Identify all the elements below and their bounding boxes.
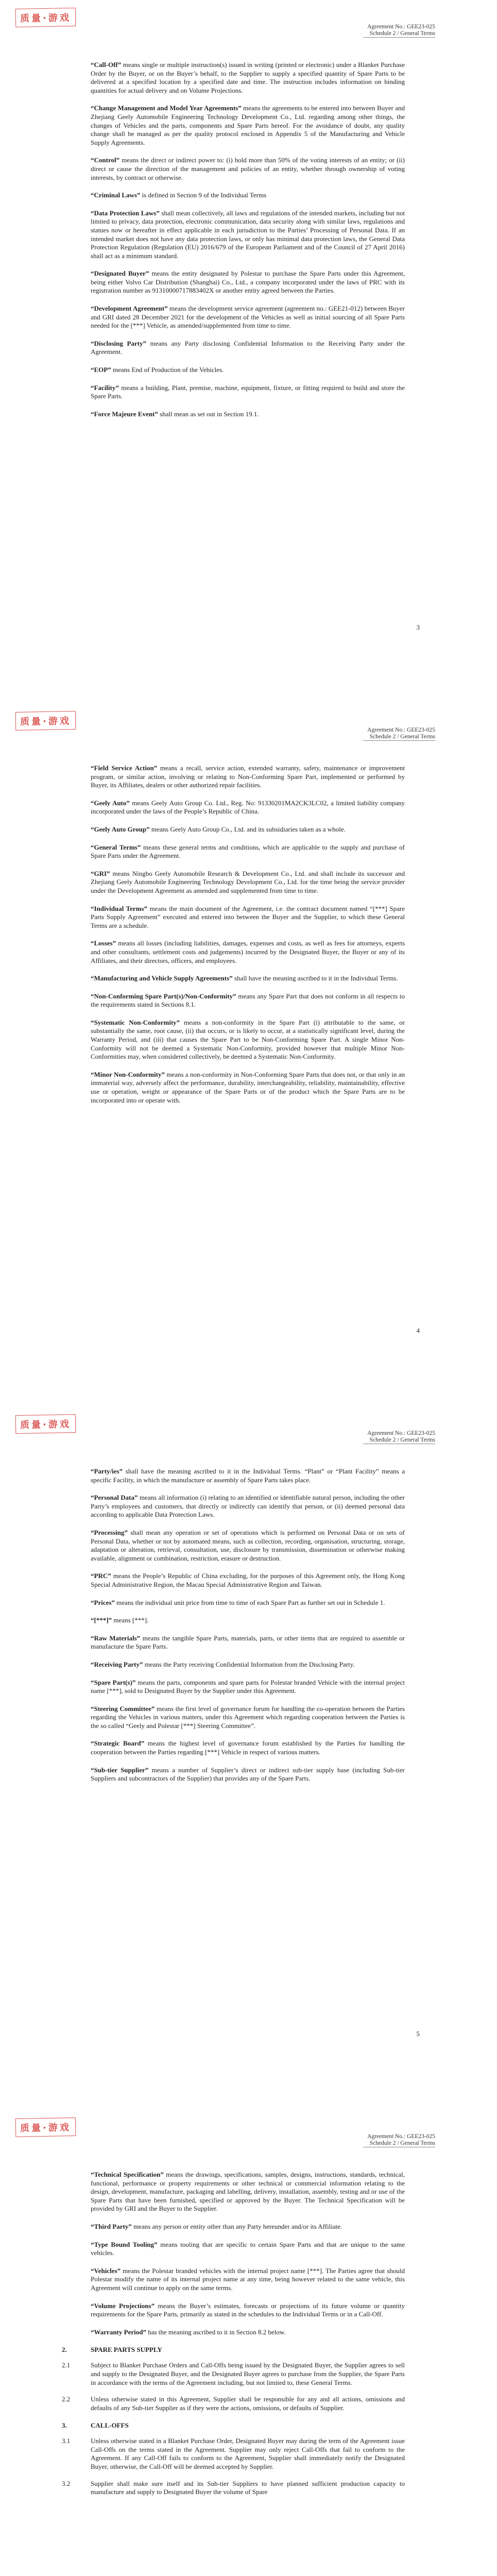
defined-term: “Geely Auto Group” [91, 825, 150, 833]
definition-paragraph [91, 104, 405, 147]
definition-text: shall have the meaning ascribed to it in the Individual Terms. “Plant” or “Plant Facility” means a specific Facility, in which the manufacture or assembly of Spare Parts takes place. [91, 1467, 405, 1484]
clause-number: 2.1 [62, 2361, 71, 2369]
defined-term: “Type Bound Tooling” [91, 2240, 158, 2248]
defined-term: “Personal Data” [91, 1494, 138, 1502]
section-title: SPARE PARTS SUPPLY [91, 2346, 162, 2354]
defined-term: “Strategic Board” [91, 1739, 145, 1748]
definition-paragraph [91, 1739, 405, 1756]
definition-paragraph [91, 2328, 405, 2337]
defined-term: “Change Management and Model Year Agreements” [91, 104, 242, 112]
defined-term: “Warranty Period” [91, 2328, 146, 2336]
page-header [363, 727, 435, 741]
defined-term: “Criminal Laws” [91, 191, 141, 199]
defined-term: “Sub-tier Supplier” [91, 1766, 149, 1774]
page-content [91, 764, 405, 1114]
definition-paragraph [91, 939, 405, 965]
definition-paragraph [91, 1616, 405, 1625]
watermark-stamp: 质量·游戏 [15, 2117, 76, 2137]
defined-term: “Steering Committee” [91, 1704, 155, 1713]
defined-term: “Losses” [91, 939, 116, 947]
definition-text: means the highest level of governance forum established by the Parties for handling the cooperation between the Parties regarding [***] Vehicle in respect of various matters. [91, 1739, 405, 1756]
definition-paragraph [91, 1766, 405, 1783]
schedule-label: Schedule 2 / General Terms [363, 734, 435, 741]
defined-term: “Force Majeure Event” [91, 410, 158, 418]
definition-paragraph [91, 1660, 405, 1669]
agreement-number: Agreement No.: GEE23-025 [367, 2133, 435, 2140]
definition-text: shall mean collectively, all laws and regulations of the intended markets, including but not limited to privacy, data protection, electronic communication, data security along with similar laws, regulations and statues now or hereafter in effect applicable in each jurisdiction to the Parties’ Processing of Personal Data. If an intended market does not have any data protection laws, or only has minimal data protection laws, the General Data Protection Regulation (Regulation (EU) 2016/679 of the European Parliament and of the Council of 27 April 2016) shall act as a minimum standard. [91, 209, 405, 260]
definition-paragraph [91, 1599, 405, 1607]
agreement-number: Agreement No.: GEE23-025 [367, 1430, 435, 1436]
page-header [363, 2133, 435, 2147]
defined-term: “Call-Off” [91, 61, 122, 69]
definition-text: means Ningbo Geely Automobile Research & Development Co., Ltd. and shall include its successor and Zhejiang Geely Automobile Engineering Technology Development Co., Ltd. for the time being the service provider under the Development Agreement as amended and supplemented from time to time. [91, 869, 405, 894]
page-number: 5 [416, 2030, 420, 2038]
definition-paragraph [91, 61, 405, 95]
definition-paragraph [91, 992, 405, 1009]
definition-paragraph [91, 384, 405, 401]
defined-term: “Designated Buyer” [91, 269, 149, 278]
definition-text: means the individual unit price from time to time of each Spare Part as further set out in Schedule 1. [114, 1598, 385, 1606]
defined-term: “[***]” [91, 1616, 112, 1624]
page-number: 3 [416, 623, 420, 631]
defined-term: “Minor Non-Conformity” [91, 1070, 165, 1078]
definition-text: means a building, Plant, premise, machine, equipment, fixture, or fitting required to build and store the Spare Parts. [91, 383, 405, 400]
defined-term: “Systematic Non-Conformity” [91, 1018, 180, 1026]
page-header [363, 24, 435, 38]
defined-term: “Individual Terms” [91, 904, 148, 912]
defined-term: “Processing” [91, 1528, 128, 1536]
clause-text: Supplier shall make sure itself and its Sub-tier Suppliers to have planned sufficient production capacity to manufacture and supply to Designated Buyer the volume of Spare [91, 2479, 405, 2496]
definition-text: means single or multiple instruction(s) issued in writing (printed or electronic) under a Blanket Purchase Order by the Buyer, or on the Buyer’s behalf, to the Supplier to supply a specified quantity of Spare Parts to be delivered at a specified location by a specified date and time. The instruction includes information on binding quantities for actual delivery and on Volume Projections. [91, 61, 405, 94]
definition-paragraph [91, 825, 405, 834]
definition-paragraph [91, 799, 405, 816]
definition-paragraph [91, 1071, 405, 1105]
defined-term: “Vehicles” [91, 2266, 121, 2275]
defined-term: “Non-Conforming Spare Part(s)/Non-Conformity” [91, 992, 236, 1000]
defined-term: “Facility” [91, 383, 119, 392]
agreement-number: Agreement No.: GEE23-025 [367, 24, 435, 30]
definition-paragraph [91, 2302, 405, 2319]
section-title: CALL-OFFS [91, 2421, 129, 2430]
definition-text: means the Party receiving Confidential Information from the Disclosing Party. [143, 1660, 355, 1668]
definition-paragraph [91, 1494, 405, 1519]
clause-number: 3.1 [62, 2437, 71, 2445]
definition-text: means a non-conformity in the Spare Part (i) attributable to the same, or substantially the same, root cause, (ii) that occurs, or is likely to occur, at a statistically significant level, during the Warranty Period, and (iii) that causes the Spare Part to be Non-Conforming Spare Part. A single Minor Non-Conformity will not be deemed a Systematic Non-Conformity, provided however that multiple Minor Non-Conformities may, when considered collectively, be deemed a Systematic Non-Conformity. [91, 1018, 405, 1061]
definition-text: means [***]. [112, 1616, 149, 1624]
definition-paragraph [91, 2267, 405, 2293]
definition-paragraph [91, 905, 405, 930]
section-heading [62, 2346, 405, 2354]
definition-text: means the tangible Spare Parts, materials, parts, or other items that are required to assemble or manufacture the Spare Parts. [91, 1634, 405, 1651]
defined-term: “Third Party” [91, 2222, 132, 2230]
defined-term: “PRC” [91, 1572, 111, 1580]
definition-text: shall mean as set out in Section 19.1. [158, 410, 259, 418]
definition-text: means End of Production of the Vehicles. [111, 366, 224, 374]
definition-paragraph [91, 1467, 405, 1484]
agreement-number: Agreement No.: GEE23-025 [367, 727, 435, 733]
definition-paragraph [91, 2223, 405, 2231]
definition-text: means all losses (including liabilities, damages, expenses and costs, as well as fees for attorneys, experts and other consultants, settlement costs and judgements) incurred by the Designated Buyer, the Buyer or any of its Affiliates, and their directors, officers, and employees. [91, 939, 405, 964]
watermark-stamp: 质量·游戏 [15, 8, 76, 27]
clause-text: Unless otherwise stated in this Agreement, Supplier shall be responsible for any and all actions, omissions and defaults of any Sub-tier Supplier as if they were the actions, omissions, or defaults of Supplier. [91, 2395, 405, 2412]
definition-text: means the Buyer’s estimates, forecasts or projections of its future volume or quantity requirements for the Spare Parts, primarily as stated in the schedules to the Individual Terms or in a Call-Off. [91, 2301, 405, 2318]
watermark-stamp: 质量·游戏 [15, 1414, 76, 1434]
schedule-label: Schedule 2 / General Terms [363, 2140, 435, 2147]
clause-number: 2.2 [62, 2395, 71, 2403]
defined-term: “Spare Part(s)” [91, 1678, 136, 1686]
defined-term: “Development Agreement” [91, 304, 168, 313]
clause [62, 2361, 405, 2387]
defined-term: “Geely Auto” [91, 799, 130, 807]
page-header [363, 1430, 435, 1444]
section-heading [62, 2421, 405, 2430]
schedule-label: Schedule 2 / General Terms [363, 1437, 435, 1444]
definition-paragraph [91, 209, 405, 261]
defined-term: “General Terms” [91, 843, 141, 851]
definition-text: means the parts, components and spare parts for Polestar branded Vehicle with the internal project name [***], sold to Designated Buyer by the Supplier under this Agreement. [91, 1678, 405, 1695]
definition-text: means any person or entity other than any Party hereunder and/or its Affiliate. [131, 2222, 342, 2230]
defined-term: “Raw Materials” [91, 1634, 141, 1642]
clause-text: Unless otherwise stated in a Blanket Purchase Order, Designated Buyer may during the term of the Agreement issue Call-Offs on the terms stated in the Agreement. Supplier may only reject Call-Offs that fail to conform to the Agreement. If any Call-Off fails to conform to the Agreement, Supplier shall immediately notify the Designated Buyer, otherwise, the Call-Off will be deemed accepted by Supplier. [91, 2437, 405, 2471]
definition-text: means all information (i) relating to an identified or identifiable natural person, including the other Party’s employees and customers, that directly or indirectly can identify that person, or (ii) deemed personal data according to applicable Data Protection Laws. [91, 1494, 405, 1519]
definition-paragraph [91, 1529, 405, 1563]
page-content [91, 61, 405, 428]
definition-text: means the drawings, specifications, samples, designs, instructions, standards, technical, functional, performance or property requirements or other technical or commercial information relating to the design, development, manufacture, packaging and labelling, delivery, installation, assembly, testing and or use of the Spare Parts that have been furnished, specified or approved by the Buyer. The Technical Specification will be provided by GRI and the Buyer to the Supplier. [91, 2171, 405, 2213]
definition-paragraph [91, 1634, 405, 1651]
definition-paragraph [91, 1705, 405, 1731]
clause-number: 3.2 [62, 2479, 71, 2487]
definition-text: means Geely Auto Group Co., Ltd. and its subsidiaries taken as a whole. [149, 825, 346, 833]
defined-term: “EOP” [91, 366, 111, 374]
section-number: 2. [62, 2346, 67, 2354]
schedule-label: Schedule 2 / General Terms [363, 30, 435, 38]
page-content [91, 1467, 405, 1792]
document-page [0, 703, 497, 1406]
definition-paragraph [91, 1572, 405, 1589]
definition-text: means any Party disclosing Confidential Information to the Receiving Party under the Agreement. [91, 339, 405, 356]
definition-text: means the development service agreement (agreement no.: GEE21-012) between Buyer and GRI dated 28 December 2021 for the development of the Vehicles as well as initial sourcing of all Spare Parts needed for the [***] Vehicle, as amended/supplemented from time to time. [91, 304, 405, 330]
definition-text: means the People’s Republic of China excluding, for the purposes of this Agreement only, the Hong Kong Special Administrative Region, the Macau Special Administrative Region and Taiwan. [91, 1572, 405, 1588]
definition-paragraph [91, 2171, 405, 2213]
definition-text: means the direct or indirect power to: (i) hold more than 50% of the voting interests of an entity; or (ii) direct or cause the direction of the management and policies of an entity, whether through ownership of voting interests, by contract or otherwise. [91, 156, 405, 181]
defined-term: “Receiving Party” [91, 1660, 143, 1668]
defined-term: “Technical Specification” [91, 2171, 164, 2178]
definition-paragraph [91, 843, 405, 860]
defined-term: “Control” [91, 156, 120, 164]
clause [62, 2437, 405, 2471]
clause-text: Subject to Blanket Purchase Orders and Call-Offs being issued by the Designated Buyer, the Supplier agrees to sell and supply to the Designated Buyer, and the Designated Buyer agrees to purchase from the Supplier, the Spare Parts in accordance with the terms of the Agreement including, but not limited to, these General Terms. [91, 2361, 405, 2386]
defined-term: “Disclosing Party” [91, 339, 146, 347]
definition-text: means these general terms and conditions, which are applicable to the supply and purchase of Spare Parts under the Agreement. [91, 843, 405, 860]
section-number: 3. [62, 2421, 67, 2430]
definition-text: means tooling that are specific to certain Spare Parts and that are unique to the same vehicles. [91, 2240, 405, 2257]
definition-text: shall mean any operation or set of operations which is performed on Personal Data or on sets of Personal Data, whether or not by automated means, such as collection, recording, organisation, structuring, storage, adaptation or alteration, retrieval, consultation, use, disclosure by transmission, dissemination or otherwise making available, alignment or combination, restriction, erasure or destruction. [91, 1528, 405, 1562]
definition-paragraph [91, 269, 405, 295]
defined-term: “GRI” [91, 869, 110, 877]
defined-term: “Field Service Action” [91, 764, 158, 772]
definition-paragraph [91, 870, 405, 895]
defined-term: “Manufacturing and Vehicle Supply Agreements” [91, 974, 233, 982]
definition-paragraph [91, 2241, 405, 2258]
document-page [0, 0, 497, 703]
clause [62, 2480, 405, 2497]
definition-text: means Geely Auto Group Co. Ltd., Reg. No: 91330201MA2CK3LC02, a limited liability company incorporated under the laws of the People’s Republic of China. [91, 799, 405, 816]
definition-text: means a number of Supplier’s direct or indirect sub-tier supply base (including Sub-tier Suppliers and subcontractors of the Supplier) that provides any of the Spare Parts. [91, 1766, 405, 1783]
watermark-stamp: 质量·游戏 [15, 711, 76, 731]
definition-paragraph [91, 1019, 405, 1061]
page-content [62, 2171, 405, 2505]
definition-paragraph [91, 340, 405, 357]
definition-text: is defined in Section 9 of the Individual Terms [140, 191, 267, 199]
defined-term: “Prices” [91, 1598, 115, 1606]
page-number: 4 [416, 1327, 420, 1334]
document-page [0, 2110, 497, 2576]
definition-paragraph [91, 410, 405, 419]
definition-text: has the meaning ascribed to it in Section 8.2 below. [146, 2328, 286, 2336]
clause [62, 2395, 405, 2412]
definition-text: means the main document of the Agreement, i.e. the contract document named “[***] Spare Parts Supply Agreement” executed and entered into between the Buyer and the Supplier, to which these General Terms are a schedule. [91, 904, 405, 929]
definition-paragraph [91, 764, 405, 790]
definition-text: means the entity designated by Polestar to purchase the Spare Parts under this Agreement, being either Volvo Car Distribution (Shanghai) Co., Ltd., a company incorporated under the laws of PRC with its registration number as 91310000717883402X or another entity agreed between the Parties. [91, 269, 405, 295]
definition-text: means a recall, service action, extended warranty, safety, maintenance or improvement program, or similar action, involving or relating to Non-Conforming Spare Part, implemented or performed by Buyer, its Affiliates, dealers or other authorized repair facilities. [91, 764, 405, 789]
defined-term: “Data Protection Laws” [91, 209, 160, 217]
definition-paragraph [91, 366, 405, 375]
definition-paragraph [91, 191, 405, 200]
definition-paragraph [91, 156, 405, 182]
document-page [0, 1406, 497, 2110]
definition-paragraph [91, 1679, 405, 1696]
definition-text: means the Polestar branded vehicles with the internal project name [***]. The Parties agree that should Polestar modify the name of its internal project name at any time, being however related to the same vehicle, this Agreement will continue to apply on the same terms. [91, 2266, 405, 2292]
definition-paragraph [91, 974, 405, 983]
definition-paragraph [91, 304, 405, 330]
defined-term: “Volume Projections” [91, 2301, 155, 2310]
definition-text: means the first level of governance forum for handling the co-operation between the Parties regarding the Vehicles in various matters, under this Agreement which regarding cooperation between the Parties is the so called “Geely and Polestar [***] Steering Committee”. [91, 1704, 405, 1730]
definition-text: means any Spare Part that does not conform in all respects to the requirements stated in Sections 8.1. [91, 992, 405, 1009]
defined-term: “Party/ies” [91, 1467, 123, 1475]
definition-text: means a non-conformity in Non-Conforming Spare Parts that does not, or that only in an immaterial way, adversely affect the performance, durability, interchangeability, reliability, maintainability, effective use or operation, weight or appearance of the Spare Parts or of the product which the Spare Parts are to be incorporated into or operate with. [91, 1070, 405, 1104]
definition-text: shall have the meaning ascribed to it in the Individual Terms. [232, 974, 398, 982]
definition-text: means the agreements to be entered into between Buyer and Zhejiang Geely Automobile Engineering Technology Development Co., Ltd. regarding among other things, the changes of Vehicles and the parts, components and Spare Parts hereof. For the avoidance of doubt, any quality change shall be managed as per the quality protocol enclosed in Appendix 5 of the Manufacturing and Vehicle Supply Agreements. [91, 104, 405, 146]
